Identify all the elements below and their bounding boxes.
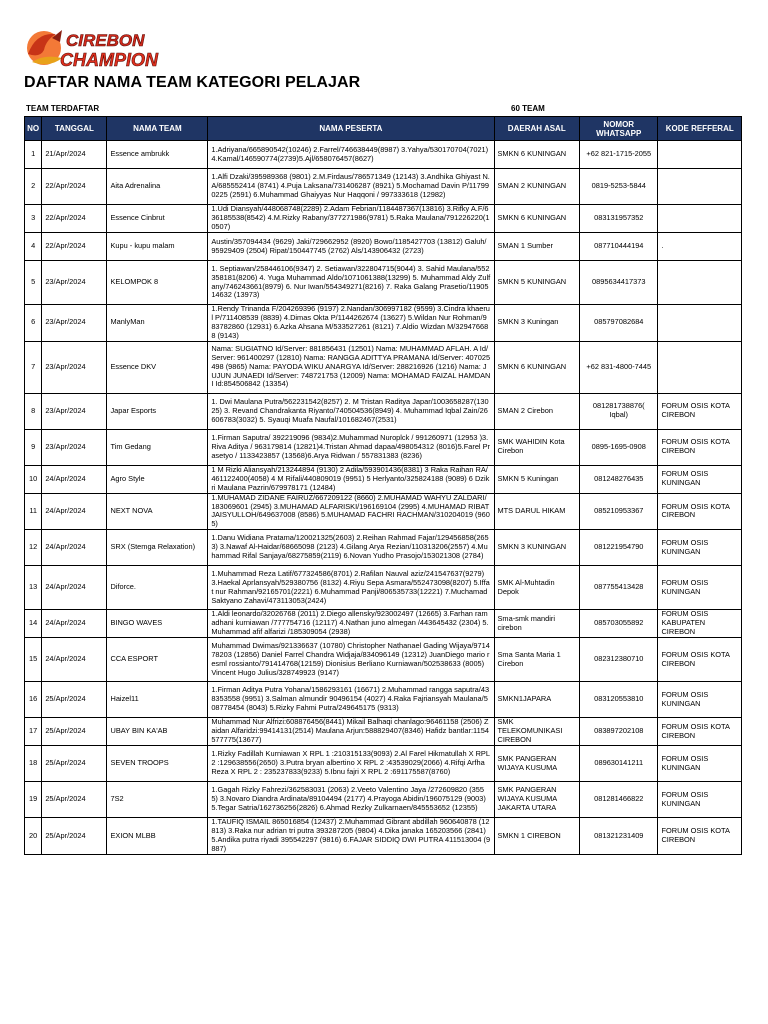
cell-whatsapp: 083897202108: [580, 718, 658, 746]
cell-whatsapp: 083120553810: [580, 682, 658, 718]
cell-date: 23/Apr/2024: [42, 429, 107, 465]
cell-participants: 1.Alfi Dzaki/395989368 (9801) 2.M.Firdaus/786571349 (12143) 3.Andhika Ghiyast N.A/685552414 (8741) 4.Puja Laksana/731406287 (8921) 5.Mochamad Davin P/117990225 (2591) 6.Muhammad Ghaiyyas Nur Haqqoni / 997333618 (12982): [208, 169, 494, 205]
column-header-date: TANGGAL: [42, 117, 107, 141]
cell-date: 25/Apr/2024: [42, 682, 107, 718]
cell-team-name: Agro Style: [107, 465, 208, 493]
cell-participants: 1.Firman Aditya Putra Yohana/1586293161 (16671) 2.Muhammad rangga saputra/438353558 (9951) 3.Salman almundir 90496154 (4027) 4.Raka Fajriansyah Maulana/508778454 (8043) 5.Rizky Fahmi Putra/249645175 (9313): [208, 682, 494, 718]
cell-team-name: EXION MLBB: [107, 818, 208, 855]
cell-origin: Sma-smk mandiri cirebon: [494, 610, 580, 638]
cell-origin: SMKN 1 CIREBON: [494, 818, 580, 855]
cell-whatsapp: 085703055892: [580, 610, 658, 638]
cell-origin: SMK WAHIDIN Kota Cirebon: [494, 429, 580, 465]
cell-origin: SMAN 2 Cirebon: [494, 393, 580, 429]
cell-team-name: KELOMPOK 8: [107, 261, 208, 305]
cell-participants: 1.Rendy Trinanda F/204269396 (9197) 2.Nandan/306997182 (9599) 3.Cindra khaerul P/711408539 (8839) 4.Dimas Okta P/1144262674 (13627) 5.Wildan Nur Rohman/983782860 (12931) 6.Azka Ahsana M/533527261 (8121) 7.Aldio Wizdan M/329476688 (9143): [208, 305, 494, 342]
cell-team-name: NEXT NOVA: [107, 493, 208, 530]
cell-referral: [658, 169, 742, 205]
cell-referral: [658, 261, 742, 305]
table-row: [25, 718, 742, 746]
table-row: [25, 782, 742, 818]
cell-date: 24/Apr/2024: [42, 566, 107, 610]
cell-origin: Sma Santa Maria 1 Cirebon: [494, 638, 580, 682]
cell-team-name: Kupu - kupu malam: [107, 233, 208, 261]
cell-date: 24/Apr/2024: [42, 610, 107, 638]
cell-whatsapp: 0819-5253-5844: [580, 169, 658, 205]
cell-participants: 1.Gagah Rizky Fahrezi/362583031 (2063) 2.Veeto Valentino Jaya /272609820 (3555) 3.Novaro Diandra Ardinata/89104494 (2177) 4.Prayoga Abidin/196075129 (9003) 5.Tegar Satria/162736256(2826) 6.Ahmad Rezky Zulkarnaen/845553652 (12355): [208, 782, 494, 818]
cell-no: 14: [25, 610, 42, 638]
cell-participants: 1. Septiawan/258446106(9347) 2. Setiawan/322804715(9044) 3. Sahid Maulana/552358181(8206) 4. Yuga Muhammad Aldo/1071061388(13299) 5. Muhammad Aldy Zulfany/746243661(8979) 6. Nur Iwan/554349271(8216) 7. Raka Galang Prasetio/1190514632 (13973): [208, 261, 494, 305]
table-row: [25, 746, 742, 782]
cell-date: 22/Apr/2024: [42, 233, 107, 261]
cell-no: 7: [25, 341, 42, 393]
cell-participants: Nama: SUGIATNO Id/Server: 881856431 (12501) Nama: MUHAMMAD AFLAH. A Id/Server: 961400297 (12810) Nama: RANGGA ADITTYA PRAMANA Id/Server: 407025498 (9865) Nama: PAYODA WIKU ANARGYA Id/Server: 288216926 (1216) Nama: JUJUN JUNAEDI Id/Server: 748721753 (12009) Nama: MOHAMAD FAIZAL HAMDANI Id:854506842 (13354): [208, 341, 494, 393]
cell-whatsapp: 087755413428: [580, 566, 658, 610]
table-row: [25, 465, 742, 493]
cell-referral: FORUM OSIS KOTA CIREBON: [658, 493, 742, 530]
cell-participants: 1.MUHAMAD ZIDANE FAIRUZ/667209122 (8660) 2.MUHAMAD WAHYU ZALDARI/183069601 (2945) 3.MUHAMAD ALFARISKI/196169104 (2995) 4.MUHAMAD RIBAT JAISYULLOH/649637008 (8586) 5.MUHAMAD FACHRI RACHMAN/310204019 (9605): [208, 493, 494, 530]
cell-whatsapp: 081281738876( Iqbal): [580, 393, 658, 429]
table-row: [25, 169, 742, 205]
cell-date: 21/Apr/2024: [42, 141, 107, 169]
cell-no: 5: [25, 261, 42, 305]
cell-origin: SMAN 2 KUNINGAN: [494, 169, 580, 205]
cell-referral: [658, 305, 742, 342]
cell-participants: 1.Adriyana/665890542(10246) 2.Farrel/746638449(8987) 3.Yahya/530170704(7021) 4.Kamal/146590774(2739)5.Ajl/658076457(8627): [208, 141, 494, 169]
cell-origin: SMK Al-Muhtadin Depok: [494, 566, 580, 610]
cell-team-name: Essence ambrukk: [107, 141, 208, 169]
cell-origin: SMAN 1 Sumber: [494, 233, 580, 261]
cell-no: 9: [25, 429, 42, 465]
table-row: [25, 341, 742, 393]
cell-origin: SMKN 5 Kuningan: [494, 465, 580, 493]
cell-referral: FORUM OSIS KOTA CIREBON: [658, 718, 742, 746]
cell-no: 10: [25, 465, 42, 493]
cell-participants: 1.Rizky Fadillah Kurniawan X RPL 1 :210315133(9093) 2.Al Farel Hikmatullah X RPL 2 :129638556(2650) 3.Putra bryan albertino X RPL 2 :43539029(2066) 4.Rifqi Arfha Reza X RPL 2 : 235237833(9233) 5.Ibnu fajri X RPL 2 :691175587(8760): [208, 746, 494, 782]
cell-no: 18: [25, 746, 42, 782]
cell-team-name: Tim Gedang: [107, 429, 208, 465]
cell-no: 4: [25, 233, 42, 261]
cell-whatsapp: 0895634417373: [580, 261, 658, 305]
cirebon-champion-logo: [22, 24, 187, 74]
cell-team-name: Essence DKV: [107, 341, 208, 393]
cell-whatsapp: +62 821-1715-2055: [580, 141, 658, 169]
table-header-row: [25, 117, 742, 141]
cell-participants: 1.Aldi leonardo/32026768 (2011) 2.Diego allensky/923002497 (12665) 3.Farhan ramadhani kurniawan /777754716 (12117) 4.Nathan juno almegan /443645432 (2304) 5.Muhammad afif alfarizi /185309054 (2938): [208, 610, 494, 638]
cell-whatsapp: 081221954790: [580, 530, 658, 566]
cell-team-name: ManlyMan: [107, 305, 208, 342]
cell-whatsapp: 085797082684: [580, 305, 658, 342]
cell-participants: Austin/357094434 (9629) Jaki/729662952 (8920) Bowo/1185427703 (13812) Galuh/95929409 (2504) Ripat/150447745 (2762) Als/143906432 (2723): [208, 233, 494, 261]
cell-no: 2: [25, 169, 42, 205]
cell-origin: SMK TELEKOMUNIKASI CIREBON: [494, 718, 580, 746]
page-title: DAFTAR NAMA TEAM KATEGORI PELAJAR: [24, 74, 361, 91]
cell-participants: 1.TAUFIQ ISMAIL 865016854 (12437) 2.Muhammad Gibrant abdillah 960640878 (12813) 3.Raka nur adrian tri putra 393287205 (9804) 4.Dika janaka 165203566 (2841) 5.Andika putra riyadi 395542297 (9816) 6.FAJAR SIDDIQ DWI PUTRA 411513004 (9887): [208, 818, 494, 855]
cell-whatsapp: 087710444194: [580, 233, 658, 261]
cell-referral: FORUM OSIS KABUPATEN CIREBON: [658, 610, 742, 638]
cell-date: 22/Apr/2024: [42, 169, 107, 205]
cell-team-name: Essence Cinbrut: [107, 205, 208, 233]
cell-whatsapp: 0895-1695-0908: [580, 429, 658, 465]
cell-referral: FORUM OSIS KOTA CIREBON: [658, 818, 742, 855]
cell-date: 25/Apr/2024: [42, 746, 107, 782]
cell-whatsapp: 081248276435: [580, 465, 658, 493]
cell-origin: MTS DARUL HIKAM: [494, 493, 580, 530]
cell-origin: SMKN 6 KUNINGAN: [494, 141, 580, 169]
table-row: [25, 530, 742, 566]
cell-participants: 1.Muhammad Reza Latif/677324586(8701) 2.Rafilan Nauval aziz/241547637(9279) 3.Haekal Aprlansyah/529380756 (8132) 4.Riyu Sepa Asmara/552473098(8207) 5.Iffat nur Rahman/92165701(2221) 6.Muhammad Panji/806535733(12221) 7.Muchamad Saktyano Zahavi/473113053(2424): [208, 566, 494, 610]
logo-line-cirebon: CIREBON: [66, 31, 145, 50]
cell-no: 16: [25, 682, 42, 718]
cell-date: 23/Apr/2024: [42, 393, 107, 429]
cell-origin: SMK PANGERAN WIJAYA KUSUMA: [494, 746, 580, 782]
cell-team-name: CCA ESPORT: [107, 638, 208, 682]
cell-date: 25/Apr/2024: [42, 718, 107, 746]
cell-no: 15: [25, 638, 42, 682]
cell-no: 17: [25, 718, 42, 746]
cell-referral: FORUM OSIS KUNINGAN: [658, 682, 742, 718]
table-row: [25, 682, 742, 718]
cell-origin: SMKN 5 KUNINGAN: [494, 261, 580, 305]
cell-whatsapp: 089630141211: [580, 746, 658, 782]
cell-referral: [658, 205, 742, 233]
cell-whatsapp: 085210953367: [580, 493, 658, 530]
column-header-participants: NAMA PESERTA: [208, 117, 494, 141]
table-row: [25, 393, 742, 429]
logo-line-champion: CHAMPION: [60, 50, 158, 70]
cell-participants: Muhammad Dwimas/921336637 (10780) Christopher Nathanael Gading Wijaya/971478203 (12856) Daniel Farrel Chandra Widjaja/834096149 (12312) JuanDiego mario resml rossianto/791414768(12159) Dionisius Berliano Kurniawan/502538633 (8005) Vincent Hugo Julius/328749923 (9147): [208, 638, 494, 682]
cell-participants: 1.Udi Diansyah/448068748(2289) 2.Adam Febrian/1184487367(13816) 3.Rifky A.F/636185538(8542) 4.M.Rizky Rabany/377271986(9781) 5.Raka Maulana/791226220(10507): [208, 205, 494, 233]
cell-date: 25/Apr/2024: [42, 818, 107, 855]
cell-team-name: Diforce.: [107, 566, 208, 610]
column-header-whatsapp: NOMOR WHATSAPP: [580, 117, 658, 141]
cell-participants: Muhammad Nur Alfrizi:608876456(8441) Mikail Balhaqi chanlago:96461158 (2506) Zaidan Alfaridzi:99414131(2514) Maulana Arjun:588829407(8346) Hafidz bantlar:1154577775(13677): [208, 718, 494, 746]
cell-no: 12: [25, 530, 42, 566]
cell-team-name: UBAY BIN KA'AB: [107, 718, 208, 746]
cell-date: 24/Apr/2024: [42, 530, 107, 566]
cell-origin: SMKN 6 KUNINGAN: [494, 341, 580, 393]
cell-participants: 1. Dwi Maulana Putra/562231542(8257) 2. M Tristan Raditya Japar/1003658287(13025) 3. Revand Chandrakanta Riyanto/740504536(8949) 4. Muhammad Iqbal Zain/26606783(3032) 5. Syauqi Muafa Naufal/101682467(2531): [208, 393, 494, 429]
cell-no: 20: [25, 818, 42, 855]
cell-referral: FORUM OSIS KUNINGAN: [658, 530, 742, 566]
cell-no: 3: [25, 205, 42, 233]
table-row: [25, 638, 742, 682]
cell-no: 19: [25, 782, 42, 818]
cell-referral: [658, 141, 742, 169]
cell-participants: 1.Firman Saputra/ 392219096 (9834)2.Muhammad Nuroplck / 991260971 (12953 )3.Riva Aditya / 963179814 (12821)4.Tristan Ahmad dapaa/498054312 (8016)5.Farel Prasetyo / 1133423857 (13568)6.Arya Ridwan / 557831383 (8236): [208, 429, 494, 465]
cell-no: 1: [25, 141, 42, 169]
registered-teams-count: 60 TEAM: [511, 104, 545, 113]
cell-origin: SMKN 3 Kuningan: [494, 305, 580, 342]
cell-referral: FORUM OSIS KUNINGAN: [658, 746, 742, 782]
cell-team-name: 7S2: [107, 782, 208, 818]
cell-referral: FORUM OSIS KUNINGAN: [658, 465, 742, 493]
table-row: [25, 429, 742, 465]
table-row: [25, 141, 742, 169]
cell-origin: SMKN 3 KUNINGAN: [494, 530, 580, 566]
cell-origin: SMKN 6 KUNINGAN: [494, 205, 580, 233]
cell-origin: SMK PANGERAN WIJAYA KUSUMA JAKARTA UTARA: [494, 782, 580, 818]
table-row: [25, 305, 742, 342]
table-row: [25, 205, 742, 233]
registered-teams-label: TEAM TERDAFTAR: [26, 104, 100, 113]
cell-date: 24/Apr/2024: [42, 638, 107, 682]
cell-date: 23/Apr/2024: [42, 305, 107, 342]
cell-no: 8: [25, 393, 42, 429]
cell-date: 23/Apr/2024: [42, 261, 107, 305]
cell-team-name: SEVEN TROOPS: [107, 746, 208, 782]
column-header-team-name: NAMA TEAM: [107, 117, 208, 141]
table-row: [25, 493, 742, 530]
cell-team-name: Haizel11: [107, 682, 208, 718]
cell-team-name: Aita Adrenalina: [107, 169, 208, 205]
column-header-referral: KODE REFFERAL: [658, 117, 742, 141]
cell-referral: FORUM OSIS KOTA CIREBON: [658, 638, 742, 682]
cell-date: 24/Apr/2024: [42, 493, 107, 530]
table-row: [25, 610, 742, 638]
cell-team-name: Japar Esports: [107, 393, 208, 429]
cell-participants: 1 M Rizki Aliansyah/213244894 (9130) 2 Adila/593901436(8381) 3 Raka Raihan RA/461122400(4058) 4 M Rifali/440809019 (9951) 5 Herlyanto/325824188 (9089) 6 Dzikri Maulana Pazrin/679978171 (12484): [208, 465, 494, 493]
cell-whatsapp: 083131957352: [580, 205, 658, 233]
table-row: [25, 233, 742, 261]
cell-whatsapp: +62 831-4800-7445: [580, 341, 658, 393]
table-row: [25, 566, 742, 610]
team-roster-table: [24, 116, 742, 855]
cell-date: 25/Apr/2024: [42, 782, 107, 818]
cell-date: 24/Apr/2024: [42, 465, 107, 493]
cell-referral: FORUM OSIS KOTA CIREBON: [658, 393, 742, 429]
cell-no: 11: [25, 493, 42, 530]
cell-team-name: SRX (Stemga Relaxation): [107, 530, 208, 566]
cell-referral: FORUM OSIS KUNINGAN: [658, 566, 742, 610]
cell-referral: FORUM OSIS KUNINGAN: [658, 782, 742, 818]
column-header-no: NO: [25, 117, 42, 141]
column-header-origin: DAERAH ASAL: [494, 117, 580, 141]
cell-referral: .: [658, 233, 742, 261]
cell-date: 22/Apr/2024: [42, 205, 107, 233]
cell-referral: FORUM OSIS KOTA CIREBON: [658, 429, 742, 465]
cell-no: 13: [25, 566, 42, 610]
cell-whatsapp: 081321231409: [580, 818, 658, 855]
cell-origin: SMKN1JAPARA: [494, 682, 580, 718]
table-body: [25, 141, 742, 855]
table-row: [25, 818, 742, 855]
cell-participants: 1.Danu Widiana Pratama/120021325(2603) 2.Reihan Rahmad Fajar/129456858(2653) 3.Nawaf Al-Haidar/68665098 (2123) 4.Gilang Arya Rezian/110313206(2557) 4.Muhammad Rifal Sanjaya/68275859(2119) 6.Novan Yudho Prasojo/153021308 (2784): [208, 530, 494, 566]
cell-no: 6: [25, 305, 42, 342]
cell-whatsapp: 082312380710: [580, 638, 658, 682]
cell-whatsapp: 081281466822: [580, 782, 658, 818]
cell-team-name: BINGO WAVES: [107, 610, 208, 638]
cell-referral: [658, 341, 742, 393]
table-row: [25, 261, 742, 305]
cell-date: 23/Apr/2024: [42, 341, 107, 393]
